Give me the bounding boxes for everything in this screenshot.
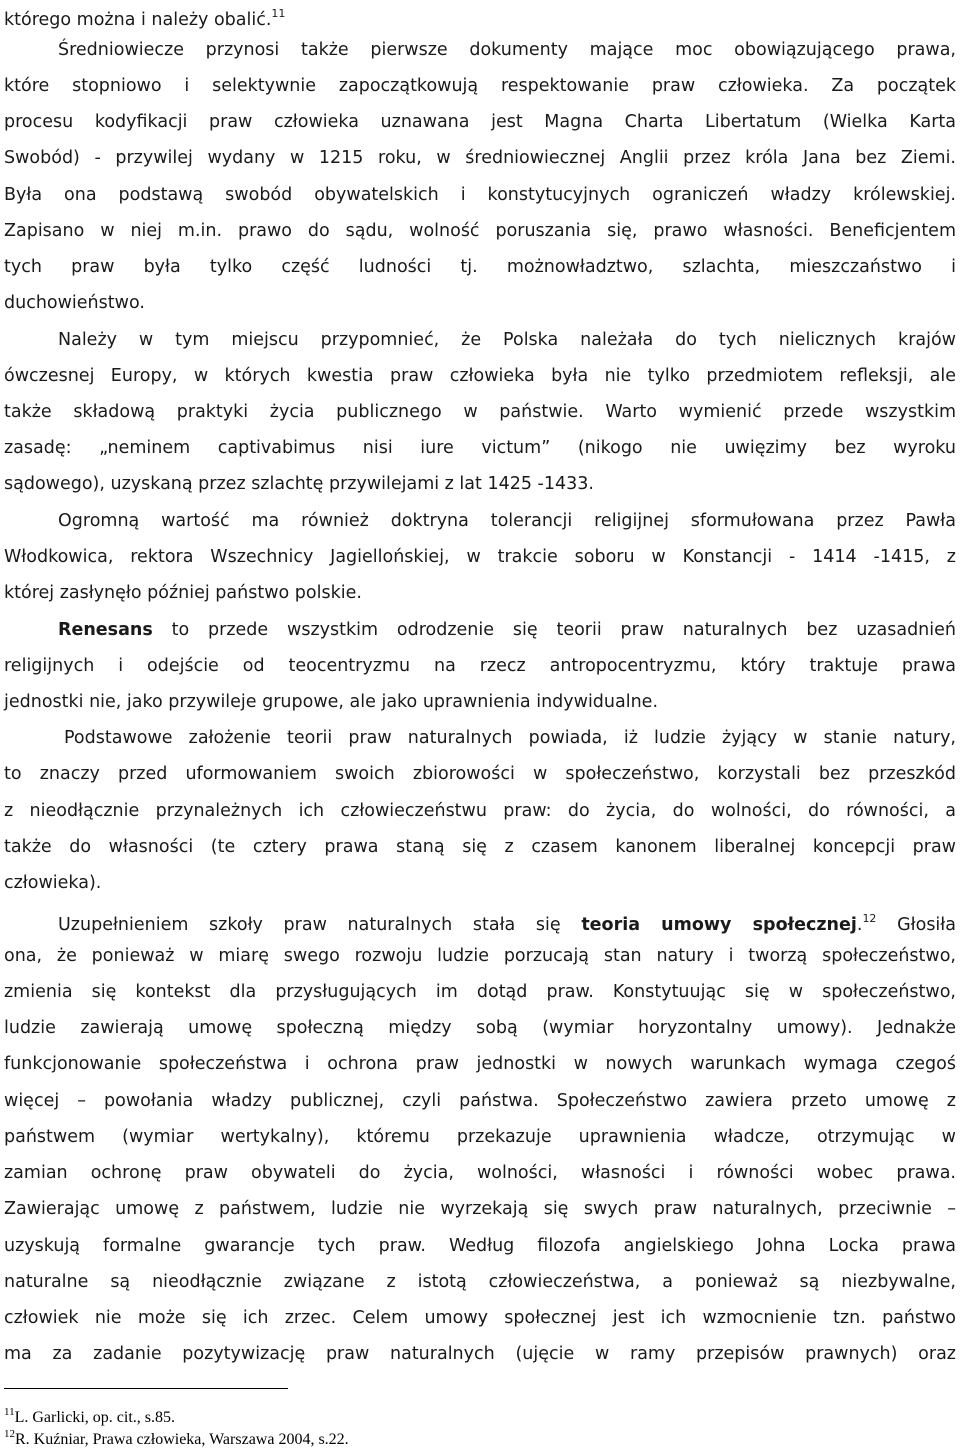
bold-term: Renesans xyxy=(58,620,153,640)
text-line: także składową praktyki życia publicznego w państwie. Warto wymienić przede wszystkim xyxy=(4,402,956,422)
text-line: więcej – powołania władzy publicznej, czyli państwa. Społeczeństwo zawiera przeto umowę z xyxy=(4,1091,956,1111)
text-line: Była ona podstawą swobód obywatelskich i konstytucyjnych ograniczeń władzy królewskiej. xyxy=(4,185,956,205)
text-line: której zasłynęło później państwo polskie. xyxy=(4,583,362,603)
footnote-divider xyxy=(4,1388,288,1389)
text-line: Swobód) - przywilej wydany w 1215 roku, w średniowiecznej Anglii przez króla Jana bez Ziemi. xyxy=(4,148,956,168)
text-line: sądowego), uzyskaną przez szlachtę przywilejami z lat 1425 -1433. xyxy=(4,474,594,494)
text-line: Ogromną wartość ma również doktryna tolerancji religijnej sformułowana przez Pawła xyxy=(58,511,956,531)
text-line: zmienia się kontekst dla przysługujących im dotąd praw. Konstytuując się w społeczeństwo, xyxy=(4,982,956,1002)
text-line: Renesans to przede wszystkim odrodzenie się teorii praw naturalnych bez uzasadnień xyxy=(58,620,956,640)
text-line: duchowieństwo. xyxy=(4,293,145,313)
text-line: tych praw była tylko część ludności tj. możnowładztwo, szlachta, mieszczaństwo i xyxy=(4,257,956,277)
text-line: Włodkowica, rektora Wszechnicy Jagiellońskiej, w trakcie soboru w Konstancji - 1414 -1415, z xyxy=(4,547,956,567)
text-line: państwem (wymiar wertykalny), któremu przekazuje uprawnienia władcze, otrzymując w xyxy=(4,1127,956,1147)
text-line: Uzupełnieniem szkoły praw naturalnych stała się teoria umowy społecznej.$^{12}$ Głosiła xyxy=(58,912,956,935)
text-line: uzyskują formalne gwarancje tych praw. Według filozofa angielskiego Johna Locka prawa xyxy=(4,1236,956,1256)
footnote-ref[interactable]: 11 xyxy=(271,7,286,20)
text-line: religijnych i odejście od teocentryzmu na rzecz antropocentryzmu, który traktuje prawa xyxy=(4,656,956,676)
text-line: funkcjonowanie społeczeństwa i ochrona praw jednostki w nowych warunkach wymaga czegoś xyxy=(4,1054,956,1074)
text-line: które stopniowo i selektywnie zapoczątkowują respektowanie praw człowieka. Za początek xyxy=(4,76,956,96)
text-line: Zapisano w niej m.in. prawo do sądu, wolność poruszania się, prawo własności. Beneficjentem xyxy=(4,221,956,241)
footnote-ref[interactable]: 12 xyxy=(862,912,877,925)
text-line: ma za zadanie pozytywizację praw naturalnych (ujęcie w ramy przepisów prawnych) oraz xyxy=(4,1344,956,1364)
footnote: $^{12}$R. Kuźniar, Prawa człowieka, Warszawa 2004, s.22. xyxy=(4,1428,349,1448)
text-line: ona, że ponieważ w miarę swego rozwoju ludzie porzucają stan natury i tworzą społeczeństwo, xyxy=(4,946,956,966)
footnote: $^{11}$L. Garlicki, op. cit., s.85. xyxy=(4,1406,176,1426)
text-line: zamian ochronę praw obywateli do życia, wolności, własności i równości wobec prawa. xyxy=(4,1163,956,1183)
text-line: którego można i należy obalić.$^{11}$ xyxy=(4,7,286,30)
text-line: jednostki nie, jako przywileje grupowe, ale jako uprawnienia indywidualne. xyxy=(4,692,659,712)
text-line: człowieka). xyxy=(4,873,102,893)
text-line: człowiek nie może się ich zrzec. Celem umowy społecznej jest ich wzmocnienie tzn. państwo xyxy=(4,1308,956,1328)
text-line: Średniowiecze przynosi także pierwsze dokumenty mające moc obowiązującego prawa, xyxy=(58,40,956,60)
text-line: Zawierając umowę z państwem, ludzie nie wyrzekają się swych praw naturalnych, przeciwnie – xyxy=(4,1199,956,1219)
text-line: procesu kodyfikacji praw człowieka uznawana jest Magna Charta Libertatum (Wielka Karta xyxy=(4,112,956,132)
text-line: także do własności (te cztery prawa staną się z czasem kanonem liberalnej koncepcji praw xyxy=(4,837,956,857)
text-line: ludzie zawierają umowę społeczną między sobą (wymiar horyzontalny umowy). Jednakże xyxy=(4,1018,956,1038)
text-line: zasadę: „neminem captivabimus nisi iure victum” (nikogo nie uwięzimy bez wyroku xyxy=(4,438,956,458)
text-line: z nieodłącznie przynależnych ich człowieczeństwu praw: do życia, do wolności, do równości, a xyxy=(4,801,956,821)
text-line: Należy w tym miejscu przypomnieć, że Polska należała do tych nielicznych krajów xyxy=(58,330,956,350)
text-line: to znaczy przed uformowaniem swoich zbiorowości w społeczeństwo, korzystali bez przeszkód xyxy=(4,764,956,784)
text-line: ówczesnej Europy, w których kwestia praw człowieka była nie tylko przedmiotem refleksji, ale xyxy=(4,366,956,386)
bold-term: teoria umowy społecznej xyxy=(581,915,857,935)
text-line: Podstawowe założenie teorii praw naturalnych powiada, iż ludzie żyjący w stanie natury, xyxy=(64,728,956,748)
text-line: naturalne są nieodłącznie związane z istotą człowieczeństwa, a ponieważ są niezbywalne, xyxy=(4,1272,956,1292)
